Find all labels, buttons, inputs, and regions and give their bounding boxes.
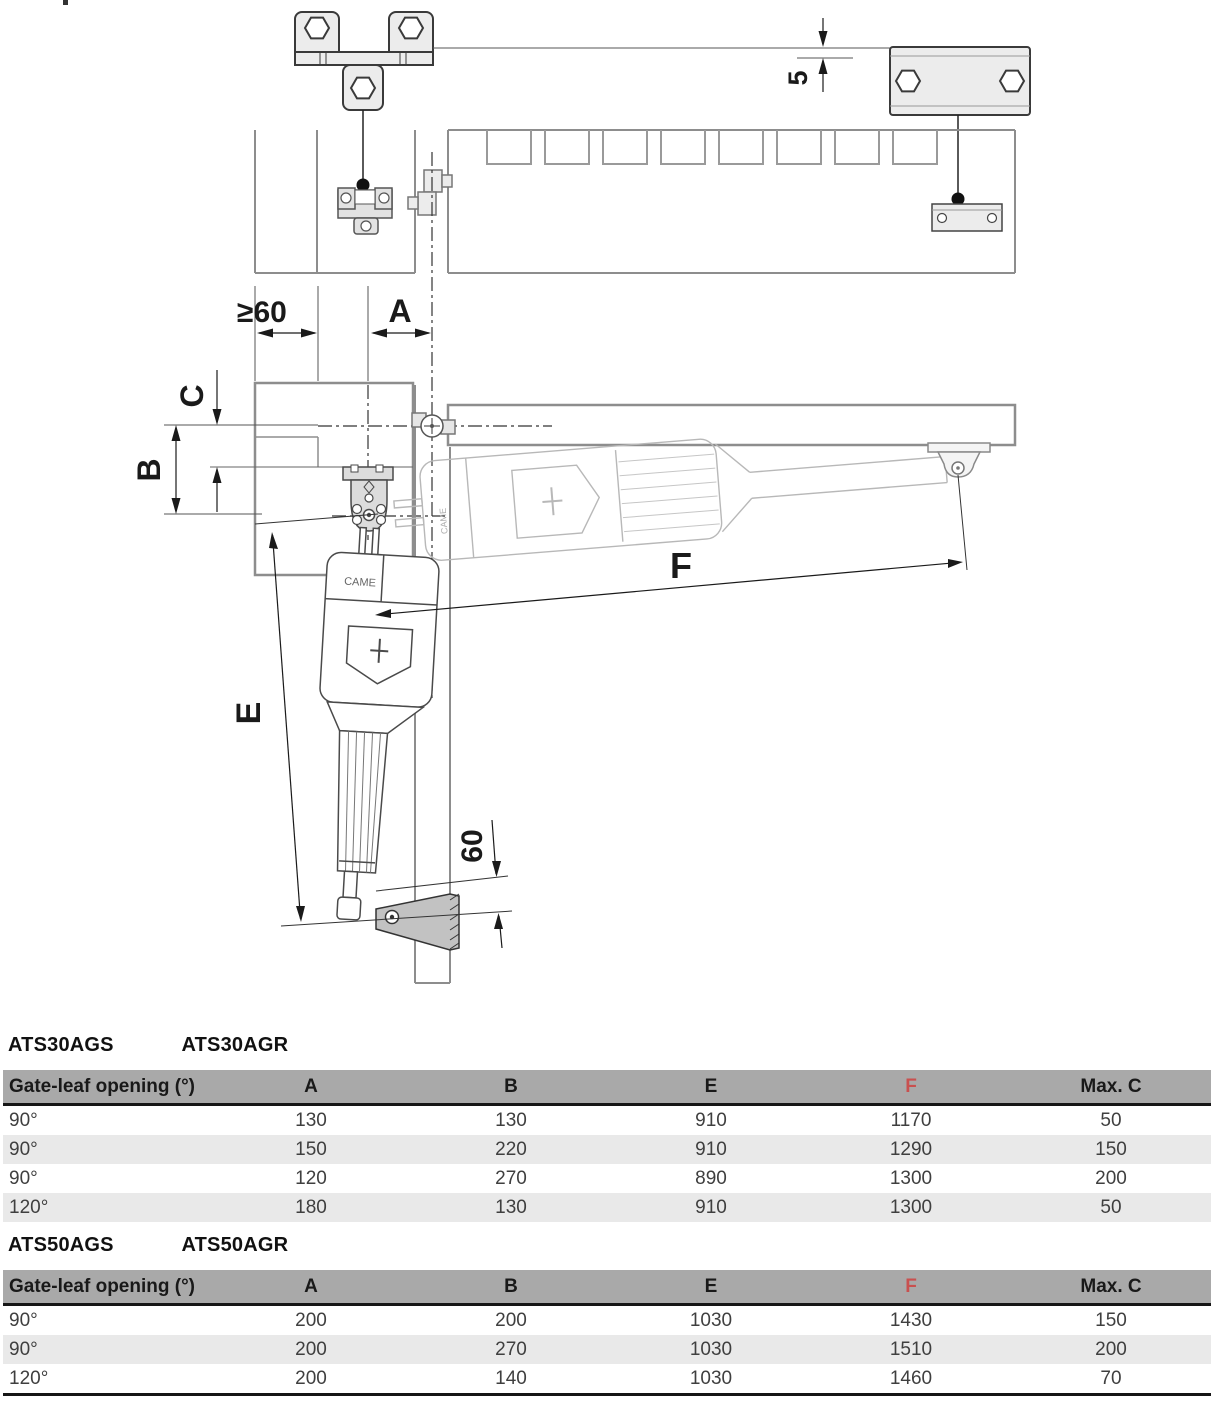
cell: 200	[295, 1367, 327, 1389]
dim-e	[269, 532, 305, 922]
dim-60	[492, 820, 503, 948]
60-reference-top	[376, 876, 508, 891]
cell: 200	[1095, 1167, 1127, 1189]
dim-c	[213, 370, 222, 512]
cell: 70	[1100, 1367, 1122, 1389]
column-header: A	[211, 1270, 411, 1305]
cell: 180	[295, 1196, 327, 1218]
cell: 910	[695, 1196, 727, 1218]
cell: 120°	[9, 1367, 49, 1389]
arrowhead-icon	[819, 58, 828, 74]
table-row	[3, 1335, 1211, 1364]
arrowhead-icon	[296, 906, 305, 922]
gate-leaf-closed	[448, 405, 1015, 445]
cell: 200	[1095, 1338, 1127, 1360]
cell: 1460	[889, 1367, 933, 1389]
cell: 90°	[9, 1109, 38, 1131]
hex-bolt-icon	[399, 18, 423, 39]
arrowhead-icon	[257, 329, 273, 338]
cell: 200	[495, 1309, 527, 1331]
hex-bolt-icon	[305, 18, 329, 39]
model-name: ATS50AGR	[181, 1234, 289, 1256]
rear-post-bracket	[343, 465, 393, 531]
header-row	[3, 1070, 1211, 1105]
dim-5	[819, 18, 828, 92]
cell: 130	[495, 1196, 527, 1218]
actuator-closed-ghost	[391, 420, 950, 564]
dim-min-clearance	[257, 329, 317, 338]
model-name: ATS30AGS	[8, 1034, 114, 1056]
arrowhead-icon	[213, 467, 222, 483]
dim-label-c: C	[174, 384, 210, 408]
cell: 50	[1100, 1109, 1122, 1131]
cell: 220	[495, 1138, 527, 1160]
rear-bracket-detail	[295, 12, 433, 110]
cell: 910	[695, 1109, 727, 1131]
cell: 1030	[689, 1338, 733, 1360]
front-gate-bracket	[928, 443, 990, 477]
column-header: Gate-leaf opening (°)	[3, 1070, 211, 1105]
model-name: ATS50AGS	[8, 1234, 114, 1256]
ats30-table	[3, 1070, 1211, 1222]
cell: 1430	[889, 1309, 933, 1331]
table-row	[3, 1193, 1211, 1222]
cell: 1290	[889, 1138, 933, 1160]
cell: 1030	[689, 1309, 733, 1331]
cell: 1510	[889, 1338, 933, 1360]
dim-label-min-clearance: ≥60	[237, 296, 287, 329]
table-row	[3, 1164, 1211, 1193]
cell: 1170	[890, 1109, 932, 1131]
cell: 200	[295, 1338, 327, 1360]
cell: 90°	[9, 1309, 38, 1331]
column-header: Max. C	[1011, 1070, 1211, 1105]
cell: 150	[295, 1138, 327, 1160]
column-header: A	[211, 1070, 411, 1105]
arrowhead-icon	[172, 498, 181, 514]
brand-logo-open: CAME	[343, 575, 377, 590]
table-row	[3, 1135, 1211, 1164]
cell: 150	[1095, 1309, 1127, 1331]
hex-bolt-icon	[896, 71, 920, 92]
table-row	[3, 1364, 1211, 1395]
cell: 130	[495, 1109, 527, 1131]
model-titles-ats30	[0, 1022, 1214, 1070]
ats50-table	[3, 1270, 1211, 1396]
arrowhead-icon	[494, 913, 503, 929]
arrowhead-icon	[172, 425, 181, 441]
table-row	[3, 1105, 1211, 1136]
cell: 90°	[9, 1338, 38, 1360]
f-extension-line	[958, 475, 967, 570]
gate-plate-plan	[932, 204, 1002, 231]
arrowhead-icon	[948, 559, 963, 568]
dim-label-a: A	[388, 293, 412, 329]
column-header: B	[411, 1270, 611, 1305]
cell: 890	[695, 1167, 727, 1189]
cell: 90°	[9, 1167, 38, 1189]
cell: 90°	[9, 1138, 38, 1160]
actuator-open	[307, 526, 441, 924]
column-header-f: F	[811, 1070, 1011, 1105]
model-name: ATS30AGR	[181, 1034, 289, 1056]
column-header: B	[411, 1070, 611, 1105]
dim-label-f: F	[670, 545, 692, 586]
arrowhead-icon	[269, 532, 278, 549]
brand-logo-closed: CAME	[437, 507, 450, 535]
arrowhead-icon	[371, 329, 387, 338]
cell: 130	[295, 1109, 327, 1131]
cell: 200	[295, 1309, 327, 1331]
cell: 1030	[689, 1367, 733, 1389]
dim-a	[371, 329, 431, 338]
hex-bolt-icon	[351, 78, 375, 99]
header-row	[3, 1270, 1211, 1305]
cell: 120	[295, 1167, 327, 1189]
dim-label-60: 60	[456, 829, 489, 863]
column-header: E	[611, 1070, 811, 1105]
cell: 120°	[9, 1196, 49, 1218]
cell: 1300	[889, 1167, 933, 1189]
cell: 1300	[889, 1196, 933, 1218]
column-header: Gate-leaf opening (°)	[3, 1270, 211, 1305]
arrowhead-icon	[819, 31, 828, 47]
cell: 270	[495, 1167, 527, 1189]
front-bracket-detail	[890, 47, 1030, 115]
arrowhead-icon	[492, 861, 501, 877]
hex-bolt-icon	[1000, 71, 1024, 92]
cell: 140	[495, 1367, 527, 1389]
dim-b	[172, 425, 181, 514]
gate-pickets	[487, 130, 937, 164]
specification-tables	[0, 1022, 1214, 1396]
dim-label-5: 5	[783, 70, 813, 86]
dim-label-b: B	[131, 458, 167, 482]
cell: 910	[695, 1138, 727, 1160]
arrowhead-icon	[213, 409, 222, 425]
cell: 50	[1100, 1196, 1122, 1218]
crop-artifact	[63, 0, 68, 5]
table-row	[3, 1305, 1211, 1336]
column-header: E	[611, 1270, 811, 1305]
cell: 270	[495, 1338, 527, 1360]
column-header-f: F	[811, 1270, 1011, 1305]
cell: 150	[1095, 1138, 1127, 1160]
column-header: Max. C	[1011, 1270, 1211, 1305]
dim-f	[375, 559, 963, 618]
arrowhead-icon	[415, 329, 431, 338]
pillar-bracket-plan	[338, 188, 392, 234]
dim-label-e: E	[230, 701, 268, 725]
model-titles-ats50	[0, 1222, 1214, 1270]
arrowhead-icon	[301, 329, 317, 338]
